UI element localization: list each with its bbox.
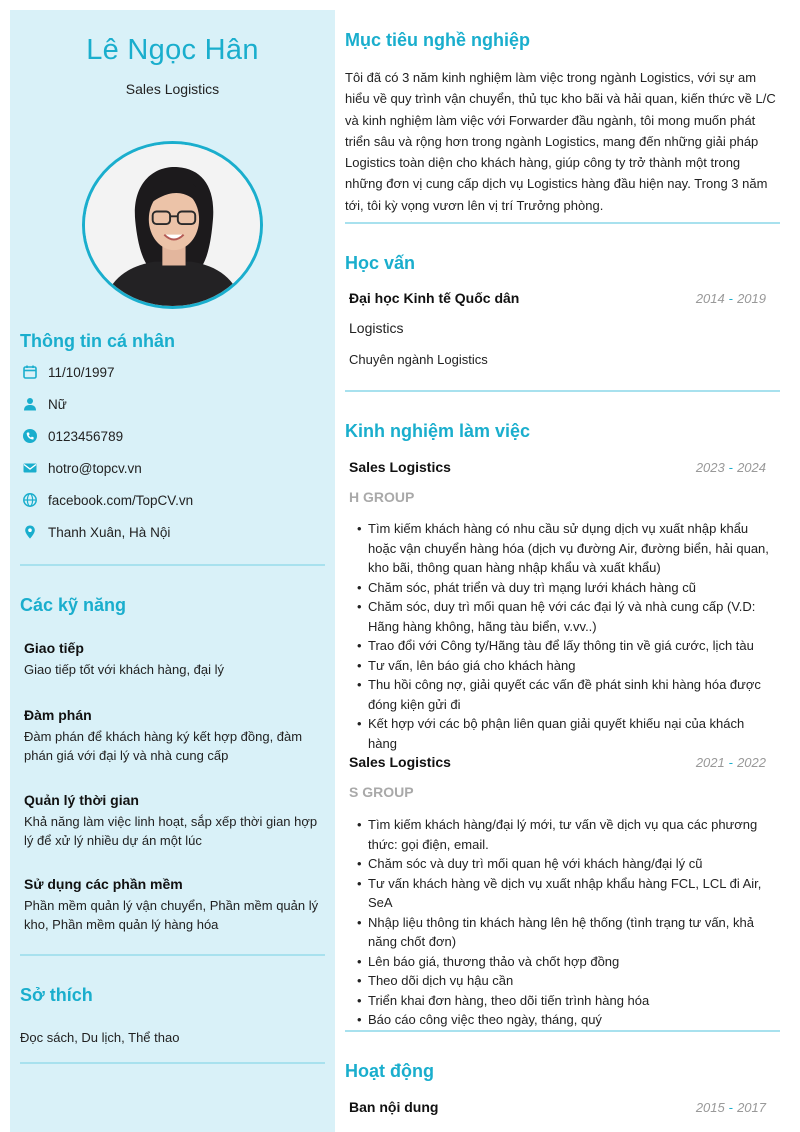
list-item: • Kết hợp với các bộ phận liên quan giải quyết khiếu nại của khách hàng bbox=[357, 714, 775, 753]
date-end: 2022 bbox=[737, 754, 766, 770]
address-row bbox=[22, 522, 170, 542]
school-name: Đại học Kinh tế Quốc dân bbox=[349, 290, 520, 306]
divider bbox=[20, 564, 325, 566]
list-item: • Chăm sóc, duy trì mối quan hệ với các đại lý và nhà cung cấp (V.D: Hãng hàng không, hãng tàu biển, v.vv..) bbox=[357, 597, 775, 636]
gender-value: Nữ bbox=[48, 396, 67, 412]
job-header bbox=[349, 754, 766, 770]
date-start: 2021 bbox=[695, 754, 725, 770]
hobbies-title: Sở thích bbox=[20, 985, 93, 1005]
education-detail: Chuyên ngành Logistics bbox=[349, 352, 488, 367]
skill-name: Đàm phán bbox=[24, 707, 92, 723]
birthday-value: 11/10/1997 bbox=[48, 364, 115, 380]
date-end: 2019 bbox=[737, 290, 766, 306]
experience-title: Kinh nghiệm làm việc bbox=[345, 421, 531, 441]
education-dates: 2014 - 2019 bbox=[695, 290, 766, 306]
skill-description: Khả năng làm việc linh hoạt, sắp xếp thời gian hợp lý để xử lý nhiều dự án một lúc bbox=[24, 814, 318, 848]
company-name: S GROUP bbox=[349, 784, 414, 800]
list-item: • Theo dõi dịch vụ hậu cần bbox=[357, 971, 775, 991]
job-responsibilities bbox=[357, 815, 775, 1030]
skill-item bbox=[24, 640, 324, 679]
skill-description: Giao tiếp tốt với khách hàng, đại lý bbox=[24, 662, 225, 677]
job-responsibilities bbox=[357, 519, 775, 753]
job-position: Sales Logistics bbox=[349, 754, 451, 770]
list-item: • Tư vấn, lên báo giá cho khách hàng bbox=[357, 656, 775, 676]
website-value: facebook.com/TopCV.vn bbox=[48, 492, 194, 508]
education-entry-header bbox=[349, 290, 766, 306]
list-item: • Báo cáo công việc theo ngày, tháng, quý bbox=[357, 1010, 775, 1030]
divider bbox=[345, 390, 780, 392]
website-row bbox=[22, 490, 193, 510]
skill-description: Phần mềm quản lý vận chuyển, Phần mềm quản lý kho, Phần mềm quản lý hàng hóa bbox=[24, 898, 319, 932]
personal-info-title: Thông tin cá nhân bbox=[20, 331, 175, 351]
gender-row bbox=[22, 394, 67, 414]
activity-dates: 2015 - 2017 bbox=[695, 1099, 766, 1115]
avatar-illustration bbox=[85, 144, 260, 306]
objective-title: Mục tiêu nghề nghiệp bbox=[345, 30, 530, 50]
sidebar bbox=[10, 10, 335, 1132]
activities-title: Hoạt động bbox=[345, 1061, 434, 1081]
globe-icon bbox=[22, 492, 38, 508]
job-position: Sales Logistics bbox=[349, 459, 451, 475]
phone-row bbox=[22, 426, 123, 446]
hobbies-text: Đọc sách, Du lịch, Thể thao bbox=[20, 1030, 180, 1045]
person-icon bbox=[22, 396, 38, 412]
address-value: Thanh Xuân, Hà Nội bbox=[48, 524, 171, 540]
company-name: H GROUP bbox=[349, 489, 415, 505]
location-pin-icon bbox=[22, 524, 38, 540]
date-start: 2014 bbox=[695, 290, 725, 306]
list-item: • Thu hồi công nợ, giải quyết các vấn đề phát sinh khi hàng hóa được đóng kiện gửi đi bbox=[357, 675, 775, 714]
education-title: Học vấn bbox=[345, 253, 416, 273]
date-end: 2024 bbox=[737, 459, 766, 475]
candidate-role: Sales Logistics bbox=[125, 81, 220, 97]
divider bbox=[20, 1062, 325, 1064]
objective-text: Tôi đã có 3 năm kinh nghiệm làm việc trong ngành Logistics, với sự am hiểu về quy trình vận chuyển, thủ tục kho bãi và hải quan, kiến thức về L/C và kinh nghiệm làm việc với Forwarder đầu ngành, tôi mong muốn phát triển sâu và rộng hơn trong ngành Logistics, mang đến những giải pháp Logistics toàn diện cho khách hàng, giúp công ty trở thành một trong những đơn vị cung cấp dịch vụ Logistics hàng đầu hiện nay. Trong 3 năm tới, tôi kỳ vọng vươn lên vị trí Trưởng phòng. bbox=[345, 70, 776, 213]
birthday-row bbox=[22, 362, 115, 382]
job-dates: 2023 - 2024 bbox=[695, 459, 766, 475]
list-item: • Triển khai đơn hàng, theo dõi tiến trình hàng hóa bbox=[357, 991, 775, 1011]
divider bbox=[345, 1030, 780, 1032]
divider bbox=[345, 222, 780, 224]
email-icon bbox=[22, 460, 38, 476]
education-major: Logistics bbox=[349, 320, 404, 336]
skill-name: Sử dụng các phần mềm bbox=[24, 876, 183, 892]
date-end: 2017 bbox=[737, 1099, 766, 1115]
activity-role: Ban nội dung bbox=[349, 1099, 439, 1115]
job-dates: 2021 - 2022 bbox=[695, 754, 766, 770]
list-item: • Tìm kiếm khách hàng có nhu cầu sử dụng dịch vụ xuất nhập khẩu hoặc vận chuyển hàng hóa (dịch vụ đường Air, đường biển, hải quan, kho bãi, thông quan hàng nhập khẩu và xuất khẩu) bbox=[357, 519, 775, 578]
list-item: • Trao đổi với Công ty/Hãng tàu để lấy thông tin về giá cước, lịch tàu bbox=[357, 636, 775, 656]
email-value: hotro@topcv.vn bbox=[48, 460, 142, 476]
candidate-name: Lê Ngọc Hân bbox=[86, 34, 259, 66]
list-item: • Lên báo giá, thương thảo và chốt hợp đồng bbox=[357, 952, 775, 972]
skill-name: Quản lý thời gian bbox=[24, 792, 139, 808]
skill-description: Đàm phán để khách hàng ký kết hợp đồng, đàm phán giá với đại lý và nhà cung cấp bbox=[24, 729, 303, 763]
list-item: • Tư vấn khách hàng về dịch vụ xuất nhập khẩu hàng FCL, LCL đi Air, SeA bbox=[357, 874, 775, 913]
phone-icon bbox=[22, 428, 38, 444]
job-header bbox=[349, 459, 766, 475]
calendar-icon bbox=[22, 364, 38, 380]
skills-title: Các kỹ năng bbox=[20, 595, 127, 615]
phone-value: 0123456789 bbox=[48, 428, 124, 444]
skill-item bbox=[24, 707, 324, 765]
skill-name: Giao tiếp bbox=[24, 640, 84, 656]
divider bbox=[20, 954, 325, 956]
date-start: 2015 bbox=[695, 1099, 725, 1115]
list-item: • Tìm kiếm khách hàng/đại lý mới, tư vấn về dịch vụ qua các phương thức: gọi điện, email. bbox=[357, 815, 775, 854]
skill-item bbox=[24, 876, 324, 934]
date-start: 2023 bbox=[695, 459, 725, 475]
list-item: • Chăm sóc, phát triển và duy trì mạng lưới khách hàng cũ bbox=[357, 578, 775, 598]
list-item: • Nhập liệu thông tin khách hàng lên hệ thống (tình trạng tư vấn, khả năng chốt đơn) bbox=[357, 913, 775, 952]
email-row bbox=[22, 458, 142, 478]
list-item: • Chăm sóc và duy trì mối quan hệ với khách hàng/đại lý cũ bbox=[357, 854, 775, 874]
activity-header bbox=[349, 1099, 766, 1115]
skill-item bbox=[24, 792, 324, 850]
avatar bbox=[82, 141, 263, 309]
